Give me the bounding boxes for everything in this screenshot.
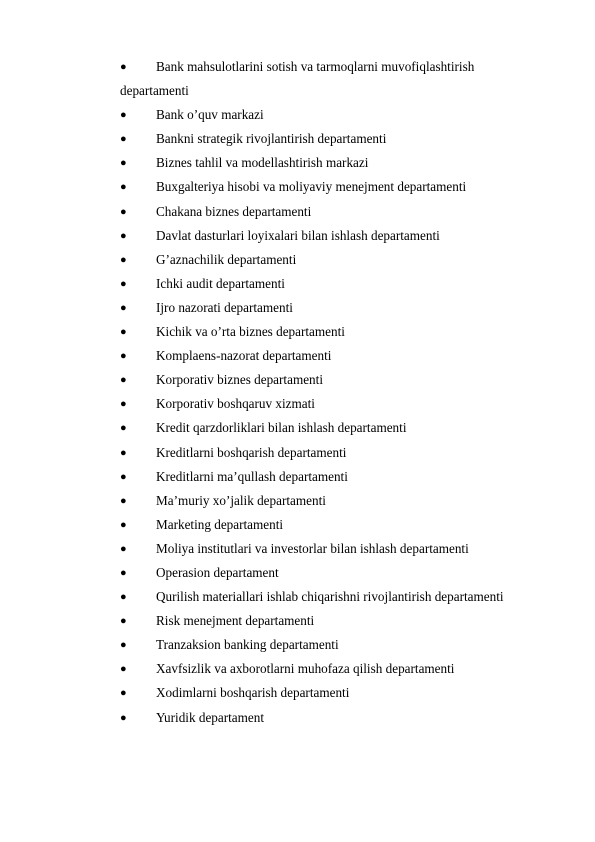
list-item-text: Kreditlarni ma’qullash departamenti	[156, 468, 348, 484]
bullet-icon: ●	[120, 229, 127, 242]
list-item	[120, 706, 540, 730]
list-item-text: Korporativ boshqaruv xizmati	[156, 396, 315, 412]
list-item	[120, 320, 540, 344]
bullet-icon: ●	[120, 133, 127, 146]
bullet-icon: ●	[120, 350, 127, 363]
bullet-icon: ●	[120, 687, 127, 700]
list-item	[120, 537, 540, 561]
bullet-icon: ●	[120, 542, 127, 555]
bullet-icon: ●	[120, 326, 127, 339]
list-item-text: Kichik va o’rta biznes departamenti	[156, 324, 345, 340]
list-item	[120, 344, 540, 368]
list-item-text: Xodimlarni boshqarish departamenti	[156, 685, 350, 701]
list-item-text: Komplaens-nazorat departamenti	[156, 348, 332, 364]
list-item	[120, 200, 540, 224]
list-item-text: Yuridik departament	[156, 709, 265, 725]
list-item-text: Bank mahsulotlarini sotish va tarmoqlarni muvofiqlashtirish	[156, 59, 475, 74]
bullet-icon: ●	[120, 615, 127, 628]
bullet-icon: ●	[120, 301, 127, 314]
bullet-icon: ●	[120, 109, 127, 122]
bullet-icon: ●	[120, 518, 127, 531]
bullet-icon: ●	[120, 470, 127, 483]
list-item	[120, 248, 540, 272]
list-item	[120, 416, 540, 440]
list-item	[120, 561, 540, 585]
list-item	[120, 513, 540, 537]
list-item	[120, 151, 540, 175]
list-item-text: Buxgalteriya hisobi va moliyaviy menejment departamenti	[156, 179, 467, 195]
bullet-icon: ●	[120, 181, 127, 194]
list-item	[120, 392, 540, 416]
list-item-text-continuation: departamenti	[120, 83, 189, 99]
list-item	[120, 224, 540, 248]
list-item-text: Davlat dasturlari loyixalari bilan ishlash departamenti	[156, 227, 440, 243]
list-item	[120, 633, 540, 657]
list-item-text: Ma’muriy xo’jalik departamenti	[156, 492, 326, 508]
list-item	[120, 609, 540, 633]
bullet-icon: ●	[120, 205, 127, 218]
list-item-text: Bank o’quv markazi	[156, 107, 264, 123]
list-item-text: Bankni strategik rivojlantirish departamenti	[156, 131, 387, 147]
bullet-icon: ●	[120, 566, 127, 579]
list-item-text: Ichki audit departamenti	[156, 275, 285, 291]
list-item-text: Operasion departament	[156, 564, 279, 580]
list-item-text: Kreditlarni boshqarish departamenti	[156, 444, 347, 460]
list-item-text: Korporativ biznes departamenti	[156, 372, 323, 388]
list-item-text: G’aznachilik departamenti	[156, 251, 297, 267]
list-item-text: Moliya institutlari va investorlar bilan ishlash departamenti	[156, 540, 469, 556]
bullet-icon: ●	[120, 157, 127, 170]
list-item	[120, 657, 540, 681]
list-item	[120, 175, 540, 199]
bullet-icon: ●	[120, 446, 127, 459]
bullet-icon: ●	[120, 253, 127, 266]
bullet-icon: ●	[120, 61, 127, 73]
list-item	[120, 681, 540, 705]
bullet-icon: ●	[120, 277, 127, 290]
list-item-text: Kredit qarzdorliklari bilan ishlash departamenti	[156, 420, 407, 436]
list-item-text: Biznes tahlil va modellashtirish markazi	[156, 155, 369, 171]
list-item-text: Qurilish materiallari ishlab chiqarishni rivojlantirish departamenti	[156, 589, 504, 605]
department-list	[120, 55, 540, 730]
list-item-text: Tranzaksion banking departamenti	[156, 637, 339, 653]
bullet-icon: ●	[120, 639, 127, 652]
list-item	[120, 103, 540, 127]
list-item	[120, 55, 540, 103]
bullet-icon: ●	[120, 398, 127, 411]
bullet-icon: ●	[120, 711, 127, 724]
list-item-text: Marketing departamenti	[156, 516, 284, 532]
list-item	[120, 441, 540, 465]
list-item-text: Xavfsizlik va axborotlarni muhofaza qilish departamenti	[156, 661, 455, 677]
list-item-text: Chakana biznes departamenti	[156, 203, 312, 219]
list-item	[120, 368, 540, 392]
list-item	[120, 272, 540, 296]
list-item	[120, 127, 540, 151]
list-item-text: Risk menejment departamenti	[156, 613, 315, 629]
bullet-icon: ●	[120, 494, 127, 507]
list-item	[120, 465, 540, 489]
list-item	[120, 296, 540, 320]
bullet-icon: ●	[120, 422, 127, 435]
list-item	[120, 489, 540, 513]
bullet-icon: ●	[120, 663, 127, 676]
bullet-icon: ●	[120, 374, 127, 387]
list-item	[120, 585, 540, 609]
bullet-icon: ●	[120, 591, 127, 604]
list-item-text: Ijro nazorati departamenti	[156, 299, 293, 315]
